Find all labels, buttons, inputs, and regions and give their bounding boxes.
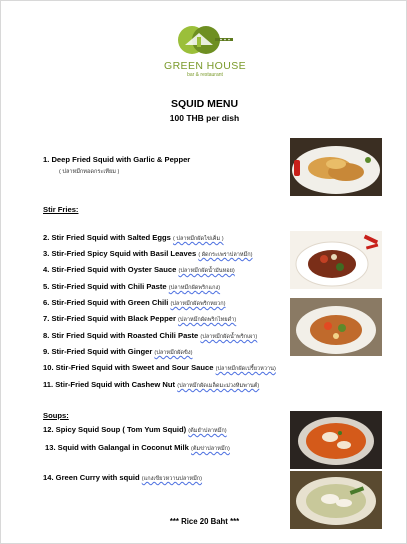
green-curry-photo — [290, 471, 382, 529]
stir-fry-pepper-photo — [290, 298, 382, 356]
menu-item-6: 6. Stir-Fried Squid with Green Chili (ปลาหมึกผัดพริกหยวก) — [43, 298, 226, 307]
menu-item-7-thai: (ปลาหมึกผัดพริกไทยดำ) — [178, 317, 237, 323]
stir-fry-basil-photo — [290, 231, 382, 289]
menu-item-11-thai: (ปลาหมึกผัดเมล็ดมะม่วงหิมพานต์) — [177, 383, 260, 389]
menu-item-10: 10. Stir-Fried Squid with Sweet and Sour Sauce (ปลาหมึกผัดเปรี้ยวหวาน) — [43, 363, 276, 372]
menu-item-2: 2. Stir Fried Squid with Salted Eggs ( ปลาหมึกผัดไข่เค็ม ) — [43, 233, 224, 242]
menu-item-8: 8. Stir Fried Squid with Roasted Chili Paste (ปลาหมึกผัดน้ำพริกเผา) — [43, 331, 258, 340]
price-note: 100 THB per dish — [169, 113, 240, 123]
menu-item-3: 3. Stir-Fried Spicy Squid with Basil Leaves ( ผัดกระเพราปลาหมึก) — [43, 249, 253, 258]
menu-item-14: 14. Green Curry with squid (แกงเขียวหวานปลาหมึก) — [43, 473, 203, 482]
menu-item-9: 9. Stir-Fried Squid with Ginger (ปลาหมึกผัดขิง) — [43, 347, 193, 356]
menu-item-4: 4. Stir-Fried Squid with Oyster Sauce (ปลาหมึกผัดน้ำมันหอย) — [43, 265, 235, 274]
menu-item-13-thai: (ต้มข่าปลาหมึก) — [191, 446, 230, 452]
menu-item-9-thai: (ปลาหมึกผัดขิง) — [154, 350, 193, 356]
menu-item-11: 11. Stir-Fried Squid with Cashew Nut (ปลาหมึกผัดเมล็ดมะม่วงหิมพานต์) — [43, 380, 260, 389]
menu-item-2-thai: ( ปลาหมึกผัดไข่เค็ม ) — [172, 236, 224, 242]
menu-item-12-thai: (ต้มยำปลาหมึก) — [188, 428, 227, 434]
menu-item-5: 5. Stir-Fried Squid with Chili Paste (ปลาหมึกผัดพริกแกง) — [43, 282, 221, 291]
menu-item-13: 13. Squid with Galangal in Coconut Milk (ต้มข่าปลาหมึก) — [45, 443, 230, 452]
menu-item-7: 7. Stir-Fried Squid with Black Pepper (ปลาหมึกผัดพริกไทยดำ) — [43, 314, 237, 323]
menu-item-1-thai: ( ปลาหมึกทอดกระเทียม ) — [59, 169, 120, 175]
fried-squid-photo — [290, 138, 382, 196]
brand-name: GREEN HOUSE — [164, 60, 246, 72]
section-soups: Soups: — [43, 411, 69, 420]
menu-item-5-thai: (ปลาหมึกผัดพริกแกง) — [168, 285, 221, 291]
menu-item-14-thai: (แกงเขียวหวานปลาหมึก) — [141, 476, 203, 482]
menu-item-4-thai: (ปลาหมึกผัดน้ำมันหอย) — [178, 268, 235, 274]
logo — [159, 23, 251, 78]
guitar-logo-icon — [175, 23, 235, 57]
rice-price-footer: *** Rice 20 Baht *** — [169, 517, 240, 526]
menu-item-8-thai: (ปลาหมึกผัดน้ำพริกเผา) — [200, 334, 258, 340]
menu-item-12: 12. Spicy Squid Soup ( Tom Yum Squid) (ต้มยำปลาหมึก) — [43, 425, 227, 434]
menu-item-10-thai: (ปลาหมึกผัดเปรี้ยวหวาน) — [215, 366, 276, 372]
menu-title: SQUID MENU — [170, 98, 239, 110]
brand-tagline: bar & restaurant — [187, 72, 223, 78]
tom-yum-soup-photo — [290, 411, 382, 469]
section-stir-fries: Stir Fries: — [43, 205, 79, 214]
menu-item-6-thai: (ปลาหมึกผัดพริกหยวก) — [170, 301, 226, 307]
menu-item-3-thai: ( ผัดกระเพราปลาหมึก) — [198, 252, 253, 258]
menu-item-1: 1. Deep Fried Squid with Garlic & Pepper — [43, 155, 191, 164]
